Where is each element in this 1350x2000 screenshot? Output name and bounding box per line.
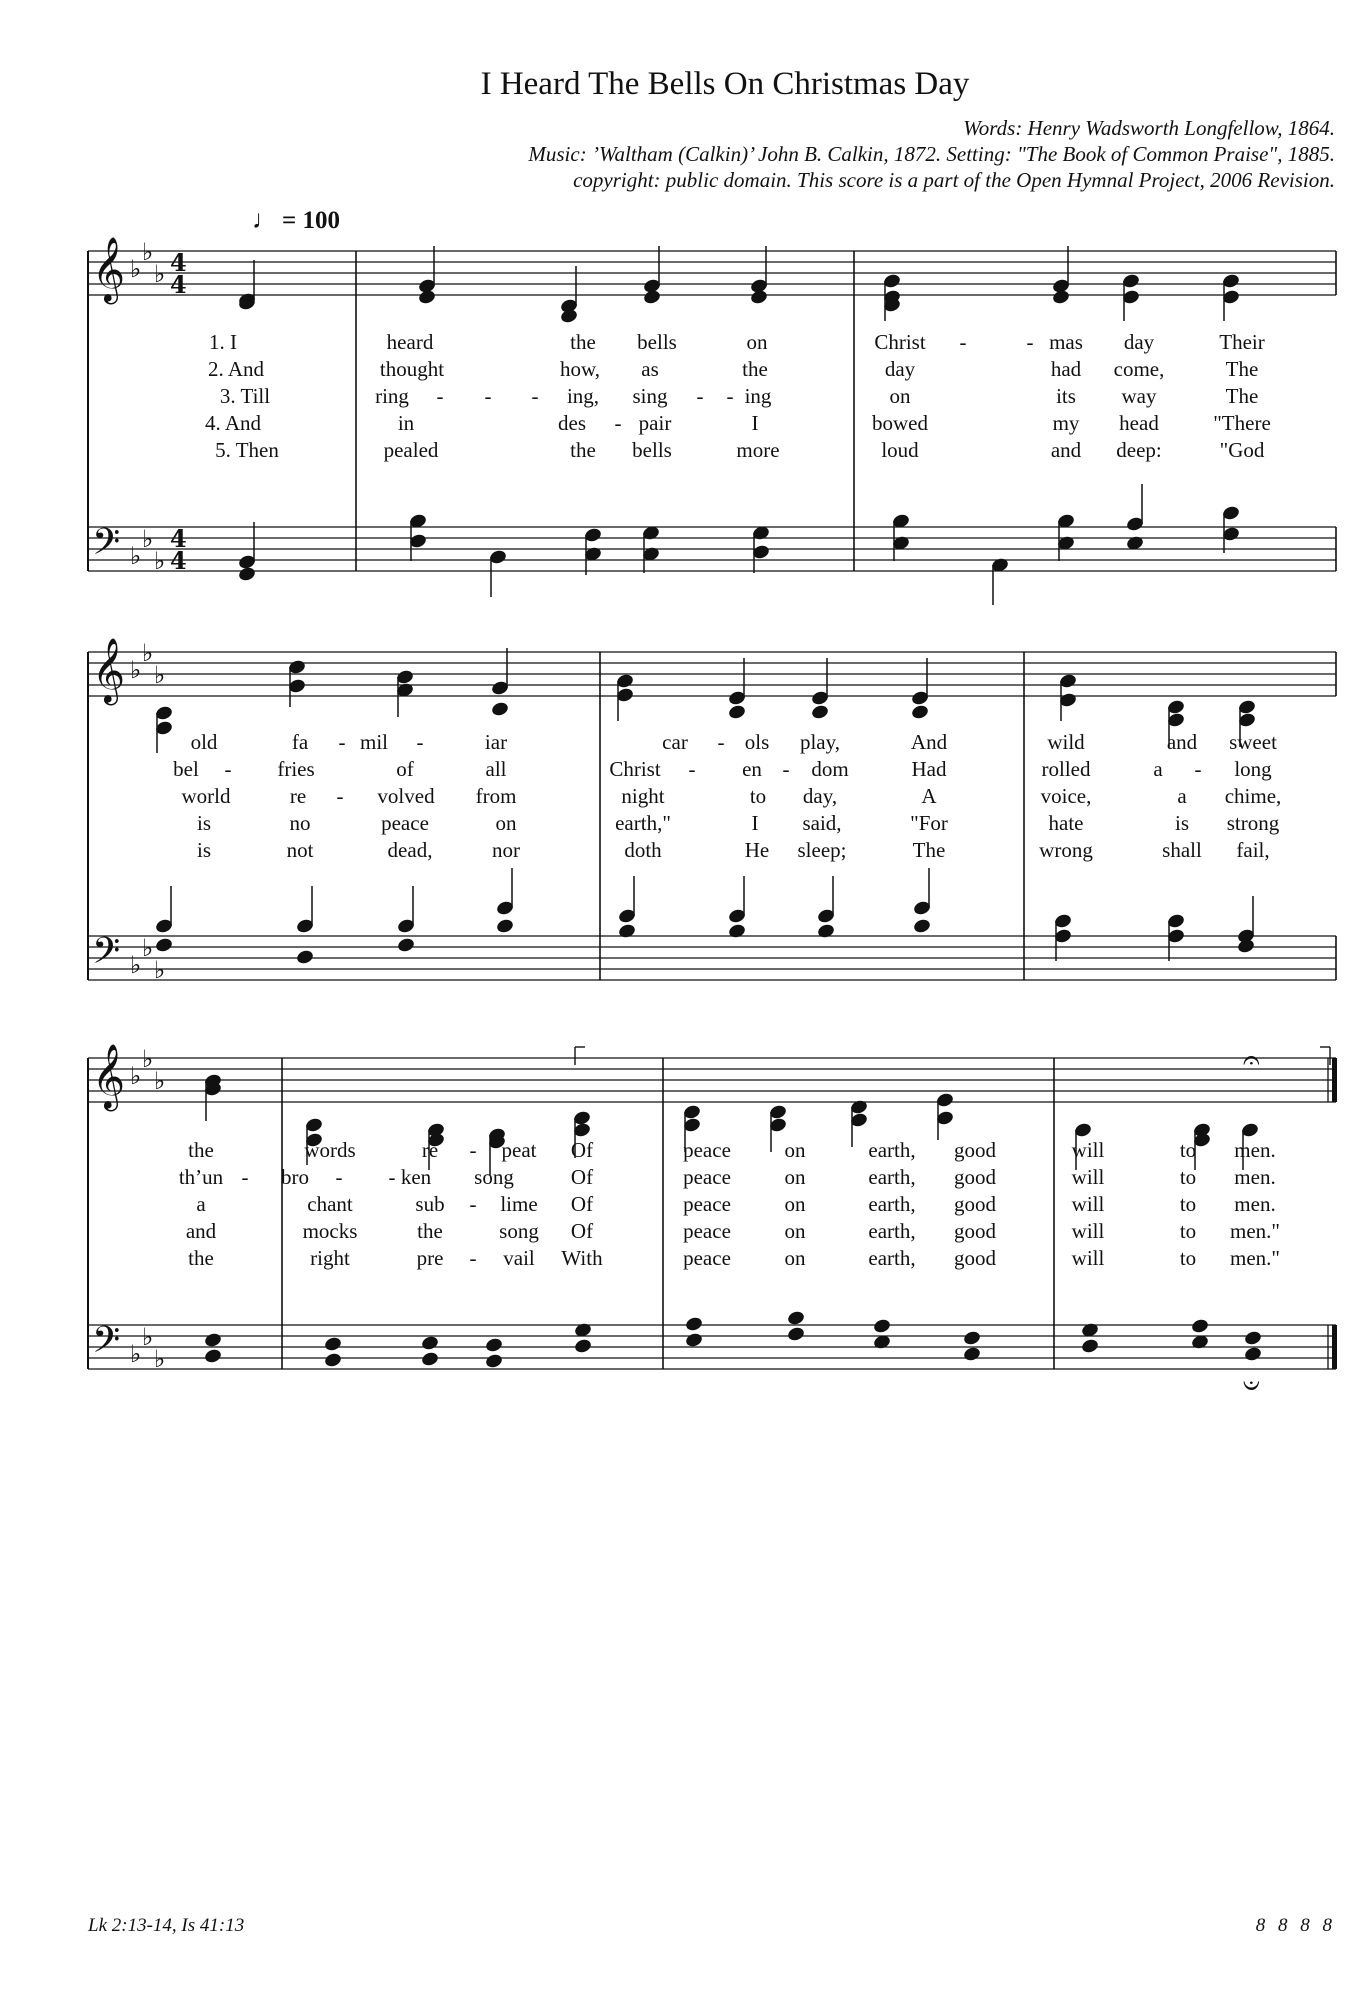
lyric-syllable: Of [570,1219,594,1243]
lyric-syllable: hate [1048,811,1084,835]
lyric-syllable: "For [910,811,948,835]
lyric-syllable: will [1071,1246,1105,1270]
lyric-syllable: wild [1047,730,1085,754]
lyric-syllable: rolled [1041,757,1091,781]
lyric-syllable: Christ [874,330,926,354]
flat-icon: ♭ [130,951,142,979]
lyric-syllable: to [1179,1138,1197,1162]
lyric-syllable: bel [173,757,199,781]
lyric-syllable: and [1166,730,1198,754]
lyric-syllable: its [1056,384,1076,408]
lyric-syllable: Christ [609,757,661,781]
lyric-syllable: men. [1234,1165,1276,1189]
lyric-syllable: bowed [872,411,928,435]
flat-icon: ♭ [142,238,154,266]
lyric-syllable: good [954,1246,996,1270]
lyric-syllable: en [742,757,762,781]
lyric-syllable: earth, [868,1192,916,1216]
lyric-syllable: day [1123,330,1155,354]
flat-icon: ♭ [130,656,142,684]
lyric-syllable: as [641,357,659,381]
flat-icon: ♭ [142,639,154,667]
lyric-syllable: song [499,1219,539,1243]
lyric-syllable: - [416,730,424,754]
lyric-syllable: iar [484,730,508,754]
words-credit: Words: Henry Wadsworth Longfellow, 1864. [963,116,1335,140]
lyric-syllable: 4. And [204,411,262,435]
lyric-syllable: ring [375,384,409,408]
lyric-syllable: And [910,730,948,754]
lyric-syllable: chant [307,1192,353,1216]
lyric-syllable: loud [881,438,919,462]
lyric-syllable: - [469,1246,477,1270]
lyric-syllable: 3. Till [219,384,271,408]
lyric-syllable: 1. I [209,330,237,354]
lyric-syllable: - [436,384,444,408]
lyric-syllable: earth," [615,811,671,835]
lyric-syllable: - [696,384,704,408]
treble-clef-icon: 𝄞 [92,1044,126,1109]
flat-icon: ♭ [154,547,166,575]
lyric-syllable: to [1179,1246,1197,1270]
lyric-syllable: no [289,811,311,835]
fermata-icon: 𝄐 [1243,1043,1260,1078]
lyric-syllable: my [1052,411,1080,435]
lyric-syllable: the [570,438,596,462]
lyric-syllable: car [662,730,688,754]
lyric-syllable: I [751,811,759,835]
lyric-syllable: Had [911,757,947,781]
lyric-syllable: words [304,1138,356,1162]
lyric-syllable: earth, [868,1219,916,1243]
lyric-syllable: peace [683,1219,731,1243]
lyric-syllable: - [484,384,492,408]
lyric-syllable: on [784,1246,806,1270]
flat-icon: ♭ [154,956,166,984]
lyric-syllable: 2. And [207,357,265,381]
lyric-syllable: the [188,1246,214,1270]
lyric-syllable: ols [744,730,770,754]
lyric-syllable: bells [637,330,677,354]
lyric-syllable: the [570,330,596,354]
bass-clef-icon: 𝄢 [92,930,121,981]
lyric-syllable: pealed [383,438,439,462]
scripture-reference: Lk 2:13-14, Is 41:13 [88,1915,245,1936]
lyric-syllable: ken [400,1165,432,1189]
lyric-syllable: Of [570,1165,594,1189]
lyric-syllable: A [921,784,937,808]
lyric-syllable: voice, [1040,784,1092,808]
lyric-syllable: will [1071,1192,1105,1216]
lyric-syllable: song [474,1165,514,1189]
lyric-syllable: on [784,1219,806,1243]
lyric-syllable: mocks [302,1219,358,1243]
lyric-syllable: re [289,784,307,808]
lyric-syllable: deep: [1116,438,1162,462]
lyric-syllable: wrong [1039,838,1093,862]
lyric-syllable: peat [501,1138,537,1162]
lyric-syllable: - [469,1192,477,1216]
lyric-syllable: peace [381,811,429,835]
lyric-syllable: I [751,411,759,435]
lyric-syllable: - [1194,757,1202,781]
lyric-syllable: Of [570,1192,594,1216]
lyric-syllable: nor [492,838,520,862]
flat-icon: ♭ [130,542,142,570]
lyric-syllable: play, [799,730,841,754]
lyric-syllable: - [688,757,696,781]
lyric-syllable: doth [624,838,662,862]
lyric-syllable: on [784,1192,806,1216]
lyric-syllable: - [959,330,967,354]
flat-icon: ♭ [130,1340,142,1368]
lyric-syllable: - [469,1138,477,1162]
lyric-syllable: peace [683,1165,731,1189]
lyric-syllable: on [784,1138,806,1162]
lyric-syllable: dom [811,757,849,781]
lyric-syllable: how, [559,357,601,381]
lyric-syllable: sub [415,1192,445,1216]
lyric-syllable: - [1026,330,1034,354]
lyric-syllable: sweet [1229,730,1277,754]
lyric-syllable: pair [638,411,672,435]
lyric-syllable: men. [1234,1138,1276,1162]
lyric-syllable: all [485,757,507,781]
lyric-syllable: - [241,1165,249,1189]
lyric-syllable: - [338,730,346,754]
lyric-syllable: He [744,838,770,862]
lyric-syllable: chime, [1224,784,1282,808]
tempo-value: = 100 [282,207,340,234]
lyric-syllable: from [475,784,517,808]
lyric-syllable: come, [1113,357,1165,381]
lyric-syllable: sleep; [797,838,847,862]
lyric-syllable: sing [632,384,668,408]
quarter-note-icon: ♩ [252,205,278,234]
lyric-syllable: night [621,784,665,808]
flat-icon: ♭ [154,1067,166,1095]
fermata-icon: 𝄑 [1243,1368,1260,1403]
hymn-meter: 8 8 8 8 [1255,1915,1336,1936]
lyric-syllable: pre [416,1246,444,1270]
lyric-syllable: will [1071,1219,1105,1243]
lyric-syllable: - [335,1165,343,1189]
lyric-syllable: peace [683,1246,731,1270]
lyric-syllable: The [1225,357,1259,381]
lyric-syllable: is [1174,811,1190,835]
lyric-syllable: - [717,730,725,754]
flat-icon: ♭ [154,661,166,689]
lyric-syllable: will [1071,1138,1105,1162]
lyric-syllable: - [224,757,232,781]
lyric-syllable: dead, [387,838,433,862]
flat-icon: ♭ [130,1062,142,1090]
lyric-syllable: des [558,411,586,435]
flat-icon: ♭ [154,260,166,288]
lyric-syllable: mas [1049,330,1083,354]
lyric-syllable: is [196,838,212,862]
lyric-syllable: bells [632,438,672,462]
lyric-syllable: - [336,784,344,808]
lyric-syllable: earth, [868,1138,916,1162]
lyric-syllable: is [196,811,212,835]
lyric-syllable: fail, [1236,838,1270,862]
lyric-syllable: more [736,438,780,462]
treble-clef-icon: 𝄞 [92,638,126,703]
lyric-syllable: bro [281,1165,309,1189]
lyric-syllable: and [1050,438,1082,462]
flat-icon: ♭ [142,934,154,962]
lyric-syllable: the [188,1138,214,1162]
lyric-syllable: head [1119,411,1159,435]
lyric-syllable: had [1050,357,1082,381]
flat-icon: ♭ [142,525,154,553]
lyric-syllable: "There [1213,411,1271,435]
time-signature-bottom: 4 [170,270,187,299]
lyric-syllable: volved [377,784,435,808]
lyric-syllable: world [181,784,231,808]
lyric-syllable: on [784,1165,806,1189]
lyric-syllable: - [614,411,622,435]
hymn-title: I Heard The Bells On Christmas Day [480,66,970,102]
lyric-syllable: - [388,1165,396,1189]
lyric-syllable: - [531,384,539,408]
lyric-syllable: With [561,1246,603,1270]
lyric-syllable: good [954,1165,996,1189]
treble-clef-icon: 𝄞 [92,237,126,302]
lyric-syllable: good [954,1138,996,1162]
lyric-syllable: peace [683,1138,731,1162]
lyric-syllable: th’un [178,1165,224,1189]
lyric-syllable: earth, [868,1246,916,1270]
lyric-syllable: to [749,784,767,808]
time-signature-bottom: 4 [170,546,187,575]
lyric-syllable: not [286,838,314,862]
time-signature-top: 4 [170,248,187,277]
lyric-syllable: to [1179,1165,1197,1189]
lyric-syllable: a [1177,784,1187,808]
lyric-syllable: men." [1230,1219,1280,1243]
lyric-syllable: the [742,357,768,381]
lyric-syllable: men." [1230,1246,1280,1270]
lyric-syllable: and [185,1219,217,1243]
lyric-syllable: earth, [868,1165,916,1189]
lyric-syllable: peace [683,1192,731,1216]
lyric-syllable: to [1179,1219,1197,1243]
lyric-syllable: on [746,330,768,354]
lyric-syllable: lime [500,1192,538,1216]
music-credit: Music: ’Waltham (Calkin)’ John B. Calkin, 1872. Setting: "The Book of Common Praise", 1885. [528,142,1335,166]
lyric-syllable: The [912,838,946,862]
lyric-syllable: "God [1219,438,1265,462]
lyric-syllable: - [726,384,734,408]
lyric-syllable: Their [1219,330,1265,354]
flat-icon: ♭ [154,1345,166,1373]
lyric-syllable: a [1153,757,1163,781]
bass-clef-icon: 𝄢 [92,1319,121,1370]
lyric-syllable: said, [802,811,842,835]
lyric-syllable: way [1121,384,1157,408]
lyric-syllable: Of [570,1138,594,1162]
flat-icon: ♭ [142,1323,154,1351]
lyric-syllable: fries [277,757,315,781]
lyric-syllable: on [889,384,911,408]
lyric-syllable: good [954,1192,996,1216]
flat-icon: ♭ [142,1045,154,1073]
lyric-syllable: day, [802,784,838,808]
lyric-syllable: good [954,1219,996,1243]
copyright-credit: copyright: public domain. This score is a part of the Open Hymnal Project, 2006 Revision. [573,168,1335,192]
lyric-syllable: long [1234,757,1272,781]
bass-clef-icon: 𝄢 [92,521,121,572]
lyric-syllable: vail [503,1246,535,1270]
lyric-syllable: ing, [566,384,600,408]
lyric-syllable: mil [359,730,389,754]
lyric-syllable: shall [1162,838,1202,862]
lyric-syllable: to [1179,1192,1197,1216]
lyric-syllable: fa [291,730,309,754]
lyric-syllable: ing [744,384,772,408]
lyric-syllable: thought [379,357,445,381]
lyric-syllable: right [310,1246,350,1270]
flat-icon: ♭ [130,255,142,283]
lyric-syllable: on [495,811,517,835]
lyric-syllable: the [417,1219,443,1243]
lyric-syllable: The [1225,384,1259,408]
time-signature-top: 4 [170,524,187,553]
lyric-syllable: 5. Then [215,438,279,462]
lyric-syllable: in [397,411,415,435]
lyric-syllable: men. [1234,1192,1276,1216]
lyric-syllable: heard [386,330,434,354]
lyric-syllable: old [190,730,218,754]
lyric-syllable: of [396,757,414,781]
lyric-syllable: will [1071,1165,1105,1189]
lyric-syllable: re [421,1138,439,1162]
lyric-syllable: strong [1226,811,1280,835]
lyric-syllable: - [782,757,790,781]
lyric-syllable: a [196,1192,206,1216]
lyric-syllable: day [884,357,916,381]
